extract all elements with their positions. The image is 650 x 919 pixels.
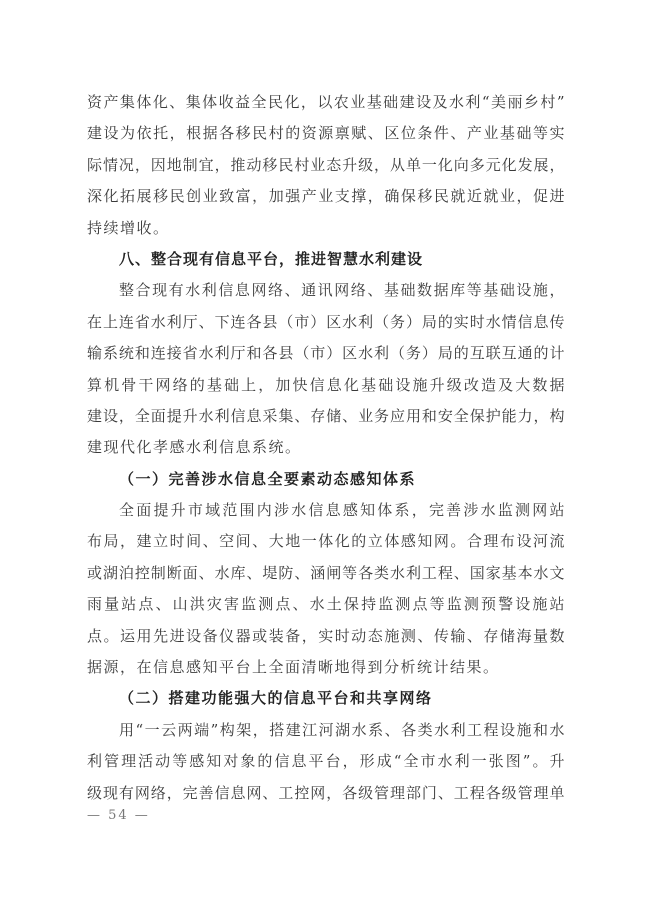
text-line: 在上连省水利厅、下连各县（市）区水利（务）局的实时水情信息传	[87, 312, 565, 331]
text-line: 雨量站点、山洪灾害监测点、水土保持监测点等监测预警设施站	[87, 595, 565, 614]
text-line: 算机骨干网络的基础上，加快信息化基础设施升级改造及大数据	[87, 375, 565, 394]
text-line: 持续增收。	[87, 218, 170, 237]
text-line: 建现代化孝感水利信息系统。	[87, 438, 302, 457]
text-line: 据源，在信息感知平台上全面清晰地得到分析统计结果。	[87, 658, 500, 677]
text-line: 点。运用先进设备仪器或装备，实时动态施测、传输、存储海量数	[87, 626, 565, 645]
text-line: 输系统和连接省水利厅和各县（市）区水利（务）局的互联互通的计	[87, 344, 565, 363]
body-paragraph	[87, 87, 565, 244]
text-line: 全面提升市域范围内涉水信息感知体系，完善涉水监测网站	[119, 501, 565, 520]
text-line: 际情况，因地制宜，推动移民村业态升级，从单一化向多元化发展，	[87, 155, 565, 174]
subsection-heading: （一）完善涉水信息全要素动态感知体系	[119, 469, 417, 488]
body-paragraph	[87, 715, 565, 809]
text-line: 利管理活动等感知对象的信息平台，形成“全市水利一张图”。升	[87, 752, 565, 771]
text-line: 级现有网络，完善信息网、工控网，各级管理部门、工程各级管理单	[87, 783, 565, 802]
text-line: 或湖泊控制断面、水库、堤防、涵闸等各类水利工程、国家基本水文	[87, 563, 565, 582]
text-line: 建设，全面提升水利信息采集、存储、业务应用和安全保护能力，构	[87, 406, 565, 425]
text-line: 布局，建立时间、空间、大地一体化的立体感知网。合理布设河流	[87, 532, 565, 551]
body-paragraph	[87, 495, 565, 683]
body-paragraph	[87, 275, 565, 463]
text-line: 建设为依托，根据各移民村的资源禀赋、区位条件、产业基础等实	[87, 124, 565, 143]
page-number: — 54 —	[87, 808, 150, 823]
section-heading: 八、整合现有信息平台，推进智慧水利建设	[119, 249, 424, 268]
subsection-heading: （二）搭建功能强大的信息平台和共享网络	[119, 689, 433, 708]
text-line: 用“一云两端”构架，搭建江河湖水系、各类水利工程设施和水	[119, 720, 565, 739]
text-line: 深化拓展移民创业致富，加强产业支撑，确保移民就近就业，促进	[87, 187, 565, 206]
text-line: 资产集体化、集体收益全民化，以农业基础建设及水利“美丽乡村”	[87, 93, 565, 111]
document-body	[87, 87, 565, 809]
text-line: 整合现有水利信息网络、通讯网络、基础数据库等基础设施，	[119, 281, 565, 300]
